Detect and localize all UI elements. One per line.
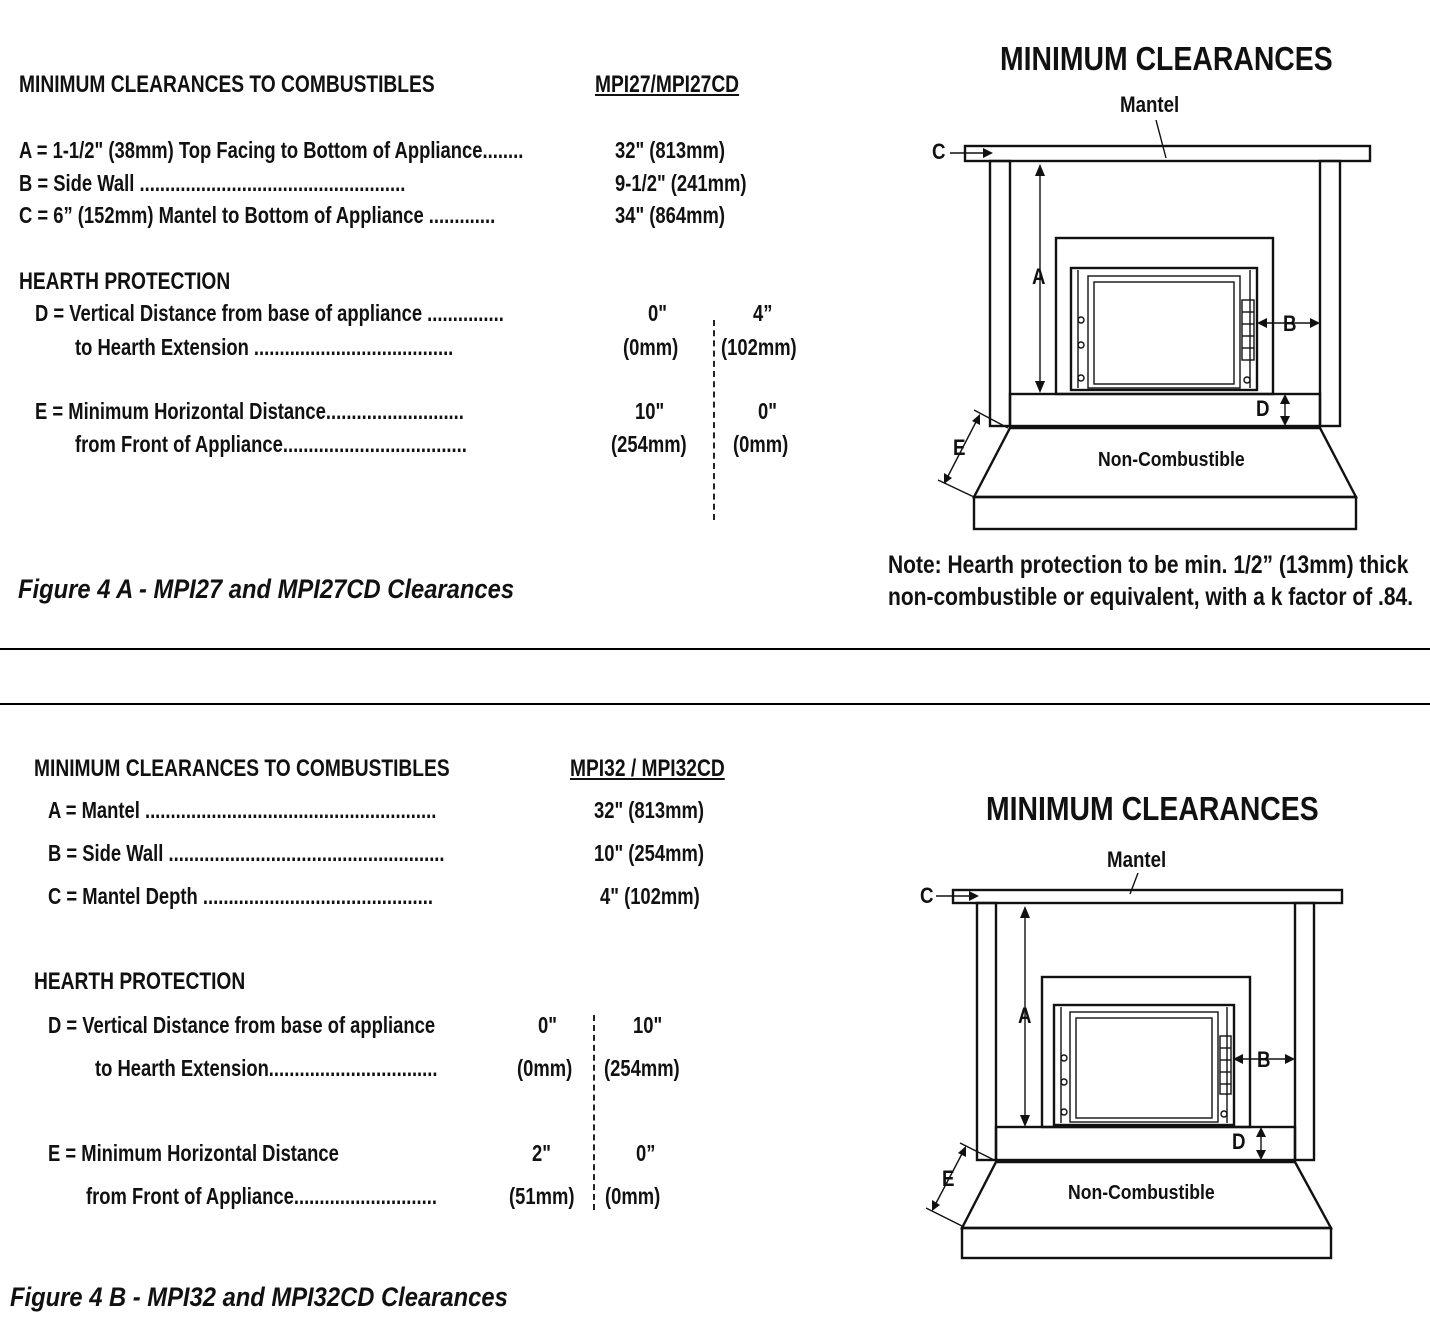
hearth-d-value1: 0" (538, 1012, 557, 1038)
facing-frame (1042, 977, 1250, 1127)
label-c: C (920, 883, 934, 908)
clearance-value-b: 9-1/2" (241mm) (615, 170, 747, 196)
label-e: E (953, 435, 966, 460)
clearance-value-b: 10" (254mm) (594, 840, 704, 866)
model-label: MPI32 / MPI32CD (570, 755, 725, 782)
hearth-e-value2: 0” (636, 1140, 656, 1166)
a-arrowhead-top (1020, 906, 1030, 918)
clearance-row-c: C = Mantel Depth ............................................. (48, 883, 433, 909)
clearance-row-b: B = Side Wall .................................................... (19, 170, 406, 196)
hearth-heading: HEARTH PROTECTION (19, 268, 231, 295)
hearth-e-line2: from Front of Appliance............................ (86, 1183, 437, 1209)
hearth-d-line2: to Hearth Extension ....................................... (75, 334, 454, 360)
diagram-title: MINIMUM CLEARANCES (986, 790, 1319, 827)
label-b: B (1257, 1047, 1271, 1072)
label-c: C (932, 139, 946, 164)
noncombustible-label: Non-Combustible (1098, 449, 1245, 471)
c-arrowhead (969, 891, 979, 901)
hearth-e-line1: E = Minimum Horizontal Distance (48, 1140, 339, 1166)
spec-heading: MINIMUM CLEARANCES TO COMBUSTIBLES (19, 71, 435, 98)
hearth-e-value1-mm: (51mm) (509, 1183, 575, 1209)
hearth-d-value2-mm: (102mm) (721, 334, 797, 360)
hearth-d-value2: 10" (633, 1012, 663, 1038)
hearth-d-line1: D = Vertical Distance from base of appliance (48, 1012, 436, 1038)
hearth-e-line1: E = Minimum Horizontal Distance........................... (35, 398, 464, 424)
hearth-d-line1: D = Vertical Distance from base of appliance ............... (35, 300, 504, 326)
mantel-shelf (953, 890, 1342, 903)
clearance-value-c: 4" (102mm) (600, 883, 700, 909)
clearance-row-a: A = Mantel ......................................................... (48, 797, 437, 823)
hearth-step (996, 1127, 1295, 1160)
hearth-d-value2-mm: (254mm) (604, 1055, 680, 1081)
hearth-e-value1: 2" (532, 1140, 551, 1166)
hearth-e-value1-mm: (254mm) (611, 431, 687, 457)
clearance-row-a: A = 1-1/2" (38mm) Top Facing to Bottom of Appliance........ (19, 137, 524, 163)
label-a: A (1018, 1003, 1032, 1028)
clearance-value-a: 32" (813mm) (594, 797, 704, 823)
hearth-d-line2: to Hearth Extension................................. (95, 1055, 438, 1081)
note-line2: non-combustible or equivalent, with a k factor of .84. (888, 583, 1414, 611)
label-a: A (1032, 264, 1046, 289)
hearth-e-value1: 10" (635, 398, 665, 424)
label-d: D (1256, 396, 1270, 421)
clearance-row-c: C = 6” (152mm) Mantel to Bottom of Appliance ............. (19, 202, 496, 228)
hearth-d-value2: 4” (753, 300, 773, 326)
hearth-d-value1-mm: (0mm) (517, 1055, 573, 1081)
label-b: B (1283, 311, 1297, 336)
hearth-base (962, 1228, 1331, 1258)
label-e: E (942, 1166, 955, 1191)
spec-heading: MINIMUM CLEARANCES TO COMBUSTIBLES (34, 755, 450, 782)
mantel-label: Mantel (1107, 847, 1167, 872)
mantel-label: Mantel (1120, 92, 1180, 117)
model-label: MPI27/MPI27CD (595, 71, 740, 98)
hearth-heading: HEARTH PROTECTION (34, 968, 246, 995)
appliance-insert (1054, 1005, 1234, 1125)
diagram-title: MINIMUM CLEARANCES (1000, 40, 1333, 77)
hearth-d-value1: 0" (648, 300, 667, 326)
clearance-value-c: 34" (864mm) (615, 202, 725, 228)
noncombustible-label: Non-Combustible (1068, 1182, 1215, 1204)
figure-caption: Figure 4 B - MPI32 and MPI32CD Clearances (10, 1282, 508, 1312)
right-wall (1295, 903, 1314, 1160)
hearth-e-line2: from Front of Appliance.................................... (75, 431, 467, 457)
hearth-e-value2-mm: (0mm) (733, 431, 789, 457)
left-wall (977, 903, 996, 1160)
a-arrowhead-bottom (1020, 1115, 1030, 1127)
hearth-extension (962, 1162, 1331, 1228)
label-d: D (1232, 1129, 1246, 1154)
hearth-e-value2: 0" (758, 398, 777, 424)
figure-caption: Figure 4 A - MPI27 and MPI27CD Clearances (18, 574, 515, 604)
clearance-row-b: B = Side Wall ...................................................... (48, 840, 445, 866)
note-line1: Note: Hearth protection to be min. 1/2” (13mm) thick (888, 551, 1409, 579)
clearance-value-a: 32" (813mm) (615, 137, 725, 163)
hearth-e-value2-mm: (0mm) (605, 1183, 661, 1209)
hearth-d-value1-mm: (0mm) (623, 334, 679, 360)
